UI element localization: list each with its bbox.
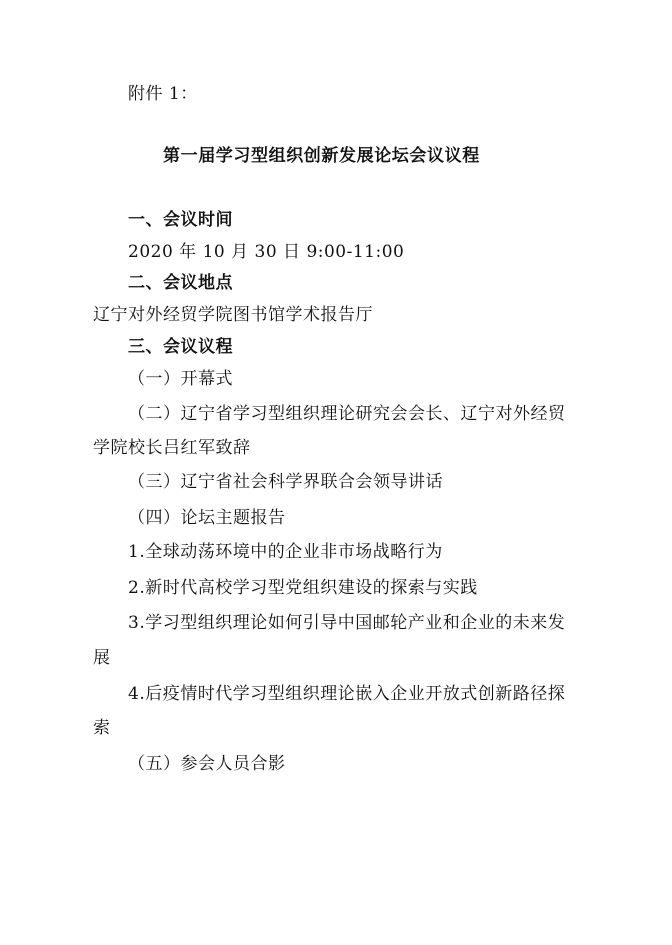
section-time-heading: 一、会议时间: [128, 210, 233, 230]
report-item-4-line1: 4.后疫情时代学习型组织理论嵌入企业开放式创新路径探: [128, 684, 566, 704]
agenda-item-speech-line2: 学院校长吕红军致辞: [93, 438, 251, 458]
section-agenda-heading: 三、会议议程: [128, 337, 233, 357]
section-time-content: 2020 年 10 月 30 日 9:00-11:00: [128, 242, 405, 262]
attachment-label: 附件 1：: [128, 84, 198, 104]
report-item-3-line2: 展: [93, 648, 111, 668]
agenda-item-forum-reports: （四）论坛主题报告: [128, 508, 286, 528]
report-item-1: 1.全球动荡环境中的企业非市场战略行为: [128, 542, 443, 562]
document-title: 第一届学习型组织创新发展论坛会议议程: [163, 146, 480, 166]
agenda-item-opening: （一）开幕式: [128, 369, 233, 389]
section-location-content: 辽宁对外经贸学院图书馆学术报告厅: [93, 305, 373, 325]
agenda-item-speech-line1: （二）辽宁省学习型组织理论研究会会长、辽宁对外经贸: [128, 404, 566, 424]
agenda-item-leader-speech: （三）辽宁省社会科学界联合会领导讲话: [128, 472, 443, 492]
agenda-item-group-photo: （五）参会人员合影: [128, 754, 286, 774]
section-location-heading: 二、会议地点: [128, 273, 233, 293]
report-item-2: 2.新时代高校学习型党组织建设的探索与实践: [128, 578, 478, 598]
report-item-4-line2: 索: [93, 718, 111, 738]
report-item-3-line1: 3.学习型组织理论如何引导中国邮轮产业和企业的未来发: [128, 613, 566, 633]
